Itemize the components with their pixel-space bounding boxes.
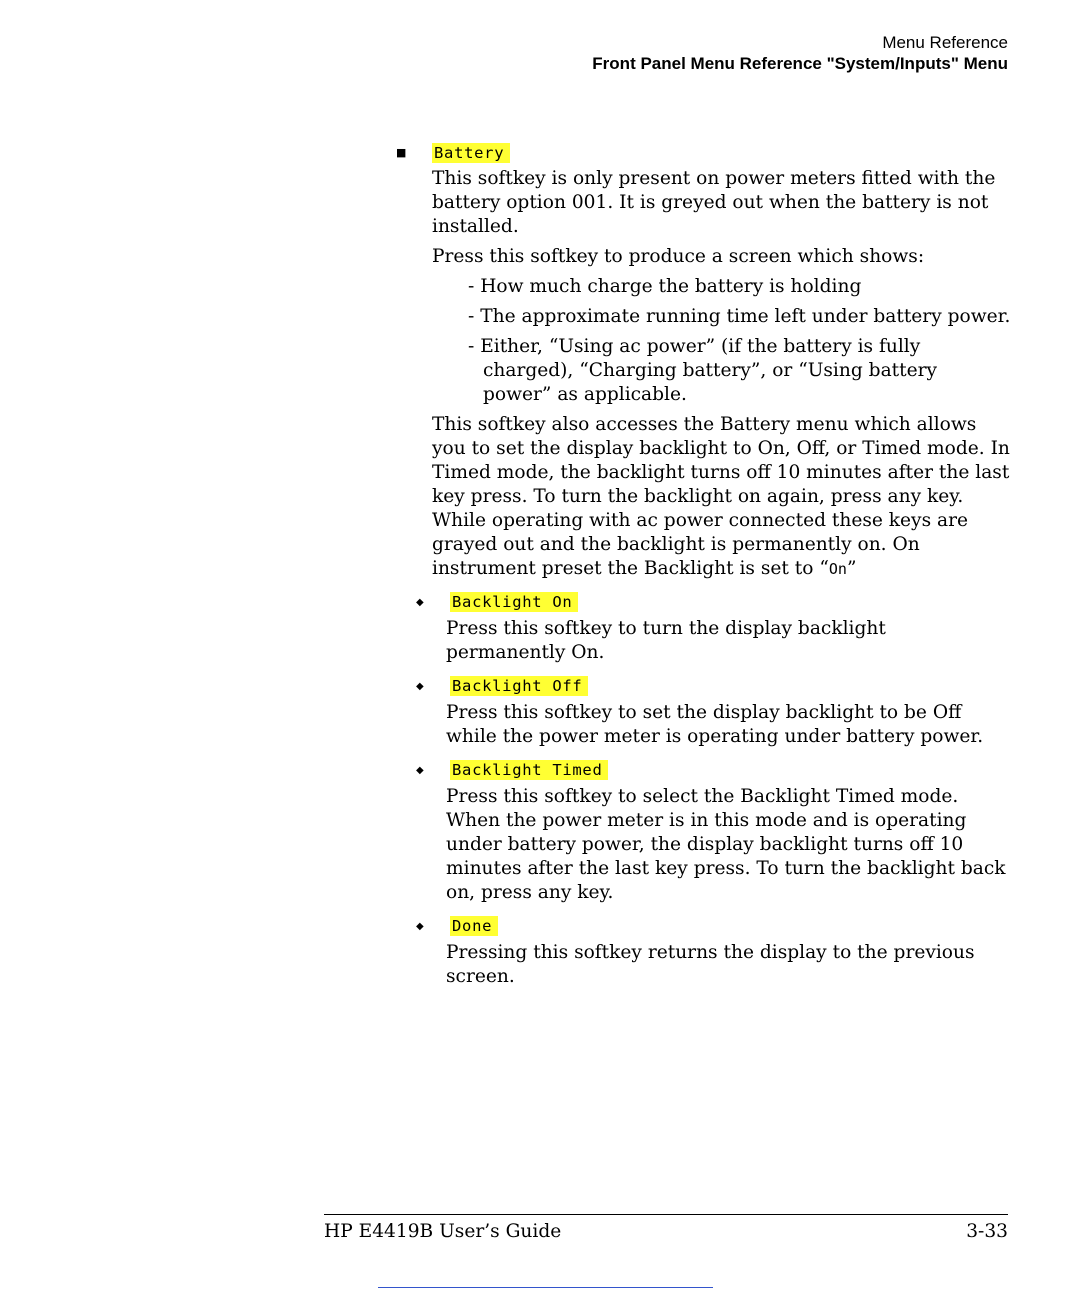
done-description: Pressing this softkey returns the display to the previous screen. — [446, 942, 975, 987]
backlight-off-softkey: Backlight Off — [450, 676, 588, 696]
header-section: Menu Reference — [882, 33, 1008, 52]
main-content — [396, 139, 1011, 995]
guide-title: HP E4419B User’s Guide — [324, 1221, 562, 1242]
battery-para-1: This softkey is only present on power meters fitted with the battery option 001. It is greyed out when the battery is not installed. — [432, 168, 996, 237]
preset-value: On — [828, 560, 847, 578]
diamond-bullet-icon: ◆ — [416, 597, 424, 608]
done-softkey: Done — [450, 916, 498, 936]
list-item: - The approximate running time left under battery power. — [468, 306, 1011, 327]
page-header — [592, 32, 1008, 74]
footer-divider — [324, 1214, 1008, 1215]
submenu-item-backlight-off — [416, 671, 1011, 749]
diamond-bullet-icon: ◆ — [416, 765, 424, 776]
battery-para-3-end: ” — [846, 558, 857, 579]
backlight-timed-softkey: Backlight Timed — [450, 760, 608, 780]
diamond-bullet-icon: ◆ — [416, 681, 424, 692]
submenu-item-backlight-timed — [416, 755, 1011, 905]
battery-item — [396, 139, 1011, 581]
battery-para-2: Press this softkey to produce a screen which shows: — [432, 246, 925, 267]
battery-shows-list — [468, 275, 1011, 407]
battery-description — [396, 167, 1011, 581]
backlight-on-description: Press this softkey to turn the display backlight permanently On. — [446, 618, 886, 663]
square-bullet-icon: ■ — [396, 146, 407, 159]
diamond-bullet-icon: ◆ — [416, 921, 424, 932]
list-item: - Either, “Using ac power” (if the battery is fully charged), “Charging battery”, or “Using battery power” as applicable. — [468, 336, 937, 405]
backlight-on-softkey: Backlight On — [450, 592, 578, 612]
battery-para-3 — [432, 413, 1011, 581]
submenu-item-backlight-on — [416, 587, 1011, 665]
backlight-off-description: Press this softkey to set the display backlight to be Off while the power meter is operating under battery power. — [446, 702, 984, 747]
battery-para-3-text: This softkey also accesses the Battery menu which allows you to set the display backlight to On, Off, or Timed mode. In Timed mode, the backlight turns off 10 minutes after the last key press. To turn the backlight on again, press any key. While operating with ac power connected these keys are grayed out and the backlight is permanently on. On instrument preset the Backlight is set to “ — [432, 414, 1010, 579]
battery-softkey: Battery — [432, 143, 510, 163]
submenu-item-done — [416, 911, 1011, 989]
list-item: - How much charge the battery is holding — [468, 276, 862, 297]
header-title: Front Panel Menu Reference "System/Inputs" Menu — [592, 54, 1008, 73]
page-number: 3-33 — [966, 1221, 1008, 1242]
link-underline — [378, 1287, 713, 1288]
backlight-timed-description: Press this softkey to select the Backlight Timed mode. When the power meter is in this mode and is operating under battery power, the display backlight turns off 10 minutes after the last key press. To turn the backlight back on, press any key. — [446, 786, 1006, 903]
